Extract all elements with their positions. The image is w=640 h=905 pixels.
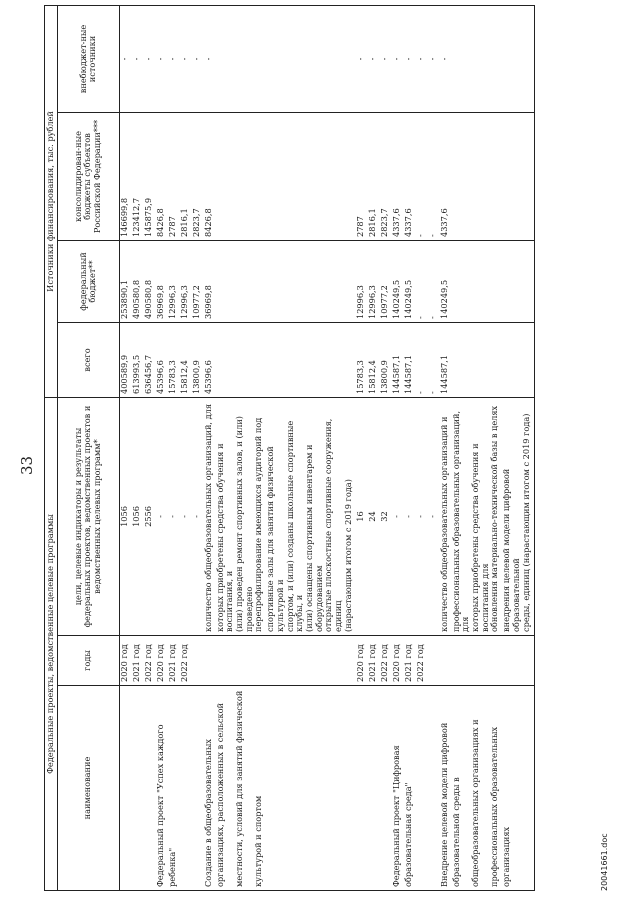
cell-federal: 490580,8	[132, 241, 144, 323]
document-code: 20041661.doc	[600, 833, 609, 891]
cell-federal: 12996,3	[168, 241, 180, 323]
cell-name: Федеральный проект "Цифровая	[392, 686, 404, 891]
header-extrabudget: внебюджет-ные источники	[57, 5, 119, 112]
table-row	[286, 5, 305, 890]
cell-name	[286, 686, 305, 891]
cell-indicator: 2556	[144, 398, 156, 636]
cell-extrabudget: -	[192, 5, 204, 112]
cell-regional	[235, 113, 254, 241]
cell-federal	[235, 241, 254, 323]
cell-federal: 12996,3	[356, 241, 368, 323]
cell-total: -	[428, 323, 440, 398]
cell-extrabudget	[452, 5, 471, 112]
cell-name	[192, 686, 204, 891]
cell-indicator: 1056	[119, 398, 132, 636]
cell-extrabudget: -	[368, 5, 380, 112]
cell-indicator: -	[404, 398, 416, 636]
cell-indicator: количество общеобразовательных организаций и	[440, 398, 452, 636]
table-row	[522, 5, 535, 890]
cell-regional: 145875,9	[144, 113, 156, 241]
table-row	[392, 5, 404, 890]
cell-regional: 8426,8	[204, 113, 216, 241]
cell-total	[266, 323, 285, 398]
cell-year	[440, 636, 452, 686]
cell-regional	[286, 113, 305, 241]
cell-federal	[254, 241, 266, 323]
header-group-financing: Источники финансирования, тыс. рублей	[45, 5, 58, 397]
cell-indicator: -	[392, 398, 404, 636]
table-row	[356, 5, 368, 890]
cell-name: Внедрение целевой модели цифровой	[440, 686, 452, 891]
cell-year	[452, 636, 471, 686]
header-indicators: цели, целевые индикаторы и результаты федеральных проектов, ведомственных проектов и ведомственных целевых программ*	[57, 398, 119, 636]
cell-name	[119, 686, 132, 891]
cell-extrabudget: -	[440, 5, 452, 112]
cell-federal	[522, 241, 535, 323]
cell-regional	[305, 113, 324, 241]
cell-federal: 10977,2	[192, 241, 204, 323]
cell-year: 2022 год	[144, 636, 156, 686]
cell-regional: 2787	[168, 113, 180, 241]
cell-total: 144587,1	[440, 323, 452, 398]
table-row	[180, 5, 192, 890]
cell-name: Создание в общеобразовательных	[204, 686, 216, 891]
cell-indicator: -	[416, 398, 428, 636]
table-row	[416, 5, 428, 890]
cell-year: 2022 год	[380, 636, 392, 686]
cell-regional: 4337,6	[392, 113, 404, 241]
cell-total: 45396,6	[204, 323, 216, 398]
cell-federal	[471, 241, 490, 323]
cell-total: 144587,1	[392, 323, 404, 398]
cell-indicator: перепрофилирование имеющихся аудиторий под	[254, 398, 266, 636]
cell-name: ребенка"	[168, 686, 180, 891]
cell-indicator: которых приобретены средства обучения и воспитания для	[471, 398, 490, 636]
table-row	[204, 5, 216, 890]
budget-table	[44, 5, 535, 891]
cell-name: общеобразовательных организациях и	[471, 686, 490, 891]
cell-indicator: спортом, и (или) созданы школьные спортивные клубы, и	[286, 398, 305, 636]
cell-regional	[344, 113, 356, 241]
table-row	[428, 5, 440, 890]
header-years: годы	[57, 636, 119, 686]
cell-total	[522, 323, 535, 398]
cell-regional	[452, 113, 471, 241]
cell-total: 15783,3	[356, 323, 368, 398]
table-row	[368, 5, 380, 890]
cell-year	[490, 636, 502, 686]
cell-indicator: (нарастающим итогом с 2019 года)	[344, 398, 356, 636]
cell-extrabudget: -	[392, 5, 404, 112]
cell-extrabudget	[344, 5, 356, 112]
cell-regional	[471, 113, 490, 241]
cell-extrabudget: -	[156, 5, 168, 112]
cell-name: образовательная среда"	[404, 686, 416, 891]
cell-extrabudget	[490, 5, 502, 112]
cell-regional: 2787	[356, 113, 368, 241]
cell-extrabudget	[266, 5, 285, 112]
cell-name: Федеральный проект "Успех каждого	[156, 686, 168, 891]
cell-total	[305, 323, 324, 398]
cell-federal: -	[416, 241, 428, 323]
cell-regional	[502, 113, 521, 241]
table-row	[144, 5, 156, 890]
cell-indicator: (или) оснащены спортивным инвентарем и оборудованием	[305, 398, 324, 636]
cell-indicator: 16	[356, 398, 368, 636]
cell-extrabudget: -	[132, 5, 144, 112]
cell-extrabudget: -	[416, 5, 428, 112]
cell-extrabudget: -	[204, 5, 216, 112]
cell-extrabudget: -	[356, 5, 368, 112]
cell-total	[452, 323, 471, 398]
table-row	[192, 5, 204, 890]
table-body	[119, 5, 534, 890]
cell-extrabudget: -	[168, 5, 180, 112]
cell-extrabudget	[216, 5, 235, 112]
cell-total: 613993,5	[132, 323, 144, 398]
cell-indicator: открытые плоскостные спортивные сооружения, единиц	[324, 398, 343, 636]
cell-year: 2020 год	[119, 636, 132, 686]
cell-federal: 36969,8	[204, 241, 216, 323]
cell-name	[132, 686, 144, 891]
cell-regional: 8426,8	[156, 113, 168, 241]
cell-federal: 490580,8	[144, 241, 156, 323]
cell-total: 13800,9	[380, 323, 392, 398]
cell-regional: -	[428, 113, 440, 241]
cell-indicator: -	[156, 398, 168, 636]
cell-total	[324, 323, 343, 398]
cell-regional: -	[416, 113, 428, 241]
cell-year: 2020 год	[392, 636, 404, 686]
cell-year	[471, 636, 490, 686]
cell-federal	[305, 241, 324, 323]
table-row	[440, 5, 452, 890]
cell-year	[305, 636, 324, 686]
cell-regional	[522, 113, 535, 241]
cell-total: 15783,3	[168, 323, 180, 398]
cell-extrabudget	[522, 5, 535, 112]
cell-federal: 140249,5	[404, 241, 416, 323]
cell-extrabudget	[254, 5, 266, 112]
cell-federal: 10977,2	[380, 241, 392, 323]
cell-indicator: 24	[368, 398, 380, 636]
table-row	[452, 5, 471, 890]
cell-extrabudget: -	[119, 5, 132, 112]
cell-year	[192, 636, 204, 686]
cell-indicator: -	[168, 398, 180, 636]
cell-year: 2020 год	[356, 636, 368, 686]
cell-total: 45396,6	[156, 323, 168, 398]
cell-regional	[490, 113, 502, 241]
cell-extrabudget	[235, 5, 254, 112]
cell-year	[204, 636, 216, 686]
cell-regional: 4337,6	[440, 113, 452, 241]
cell-year	[428, 636, 440, 686]
cell-indicator: -	[428, 398, 440, 636]
header-federal: федеральный бюджет**	[57, 241, 119, 323]
cell-indicator: (или) проведен ремонт спортивных залов, и (или) проведено	[235, 398, 254, 636]
cell-federal	[324, 241, 343, 323]
cell-federal	[452, 241, 471, 323]
header-name: наименование	[57, 686, 119, 891]
cell-total	[502, 323, 521, 398]
header-total: всего	[57, 323, 119, 398]
table-row	[404, 5, 416, 890]
cell-total	[344, 323, 356, 398]
table-row	[168, 5, 180, 890]
cell-extrabudget: -	[428, 5, 440, 112]
cell-indicator: внедрения целевой модели цифровой образовательной	[502, 398, 521, 636]
cell-extrabudget: -	[144, 5, 156, 112]
table-row	[502, 5, 521, 890]
cell-name: местности, условий для занятий физической	[235, 686, 254, 891]
cell-federal	[286, 241, 305, 323]
cell-regional	[254, 113, 266, 241]
cell-indicator: профессиональных образовательных организаций, для	[452, 398, 471, 636]
cell-total	[286, 323, 305, 398]
cell-name	[368, 686, 380, 891]
cell-year: 2021 год	[368, 636, 380, 686]
cell-total	[216, 323, 235, 398]
cell-federal: 253890,1	[119, 241, 132, 323]
cell-year: 2022 год	[180, 636, 192, 686]
cell-federal	[344, 241, 356, 323]
header-regional: консолидирован-ные бюджеты субъектов Российской Федерации***	[57, 113, 119, 241]
table-row	[344, 5, 356, 890]
cell-total	[235, 323, 254, 398]
cell-name	[522, 686, 535, 891]
cell-name	[344, 686, 356, 891]
cell-indicator: которых приобретены средства обучения и воспитания, и	[216, 398, 235, 636]
cell-year: 2020 год	[156, 636, 168, 686]
cell-federal	[490, 241, 502, 323]
cell-indicator: -	[192, 398, 204, 636]
cell-regional	[266, 113, 285, 241]
cell-year: 2021 год	[168, 636, 180, 686]
cell-name: культурой и спортом	[254, 686, 266, 891]
cell-total	[471, 323, 490, 398]
table-row	[216, 5, 235, 890]
cell-year	[216, 636, 235, 686]
cell-federal	[216, 241, 235, 323]
page-number: 33	[18, 455, 36, 475]
cell-total: 13800,9	[192, 323, 204, 398]
cell-federal: 12996,3	[368, 241, 380, 323]
cell-federal	[502, 241, 521, 323]
table-row	[266, 5, 285, 890]
cell-year	[254, 636, 266, 686]
cell-name	[380, 686, 392, 891]
header-group-programs: Федеральные проекты, ведомственные целевые программы	[45, 398, 58, 891]
cell-regional: 2816,1	[180, 113, 192, 241]
table-row	[380, 5, 392, 890]
cell-regional: 123412,7	[132, 113, 144, 241]
cell-extrabudget	[471, 5, 490, 112]
cell-regional: 146699,8	[119, 113, 132, 241]
cell-extrabudget: -	[404, 5, 416, 112]
cell-federal: 36969,8	[156, 241, 168, 323]
cell-regional	[216, 113, 235, 241]
cell-extrabudget	[286, 5, 305, 112]
cell-regional	[324, 113, 343, 241]
cell-extrabudget	[324, 5, 343, 112]
cell-year: 2022 год	[416, 636, 428, 686]
cell-total: 15812,4	[368, 323, 380, 398]
cell-year	[235, 636, 254, 686]
table-row	[132, 5, 144, 890]
cell-extrabudget: -	[180, 5, 192, 112]
cell-total: 15812,4	[180, 323, 192, 398]
table-row	[235, 5, 254, 890]
cell-total: 400589,9	[119, 323, 132, 398]
table-row	[156, 5, 168, 890]
cell-year	[324, 636, 343, 686]
cell-name	[266, 686, 285, 891]
cell-extrabudget	[305, 5, 324, 112]
cell-federal: -	[428, 241, 440, 323]
cell-year	[344, 636, 356, 686]
cell-name	[356, 686, 368, 891]
cell-extrabudget: -	[380, 5, 392, 112]
cell-year	[266, 636, 285, 686]
cell-indicator: -	[180, 398, 192, 636]
cell-year	[286, 636, 305, 686]
cell-indicator: среды, единиц (нарастающим итогом с 2019 года)	[522, 398, 535, 636]
cell-total	[490, 323, 502, 398]
table-row	[490, 5, 502, 890]
cell-total: -	[416, 323, 428, 398]
cell-federal	[266, 241, 285, 323]
cell-name	[324, 686, 343, 891]
cell-regional: 2823,7	[380, 113, 392, 241]
cell-year	[502, 636, 521, 686]
cell-federal: 140249,5	[440, 241, 452, 323]
cell-extrabudget	[502, 5, 521, 112]
cell-name	[144, 686, 156, 891]
table-row	[305, 5, 324, 890]
cell-total: 144587,1	[404, 323, 416, 398]
cell-federal: 12996,3	[180, 241, 192, 323]
cell-total: 636456,7	[144, 323, 156, 398]
cell-indicator: спортивные залы для занятия физической культурой и	[266, 398, 285, 636]
cell-indicator: 32	[380, 398, 392, 636]
cell-year: 2021 год	[132, 636, 144, 686]
cell-name: организациях	[502, 686, 521, 891]
table-row	[119, 5, 132, 890]
cell-name: организациях, расположенных в сельской	[216, 686, 235, 891]
cell-total	[254, 323, 266, 398]
cell-regional: 2823,7	[192, 113, 204, 241]
cell-name	[428, 686, 440, 891]
table-row	[471, 5, 490, 890]
cell-name: образовательной среды в	[452, 686, 471, 891]
cell-regional: 4337,6	[404, 113, 416, 241]
table-row	[324, 5, 343, 890]
cell-name	[416, 686, 428, 891]
cell-indicator: 1056	[132, 398, 144, 636]
cell-name: профессиональных образовательных	[490, 686, 502, 891]
cell-year	[522, 636, 535, 686]
cell-indicator: обновления материально-технической базы в целях	[490, 398, 502, 636]
cell-name	[180, 686, 192, 891]
cell-federal: 140249,5	[392, 241, 404, 323]
cell-year: 2021 год	[404, 636, 416, 686]
cell-indicator: количество общеобразовательных организаций, для	[204, 398, 216, 636]
cell-name	[305, 686, 324, 891]
cell-regional: 2816,1	[368, 113, 380, 241]
